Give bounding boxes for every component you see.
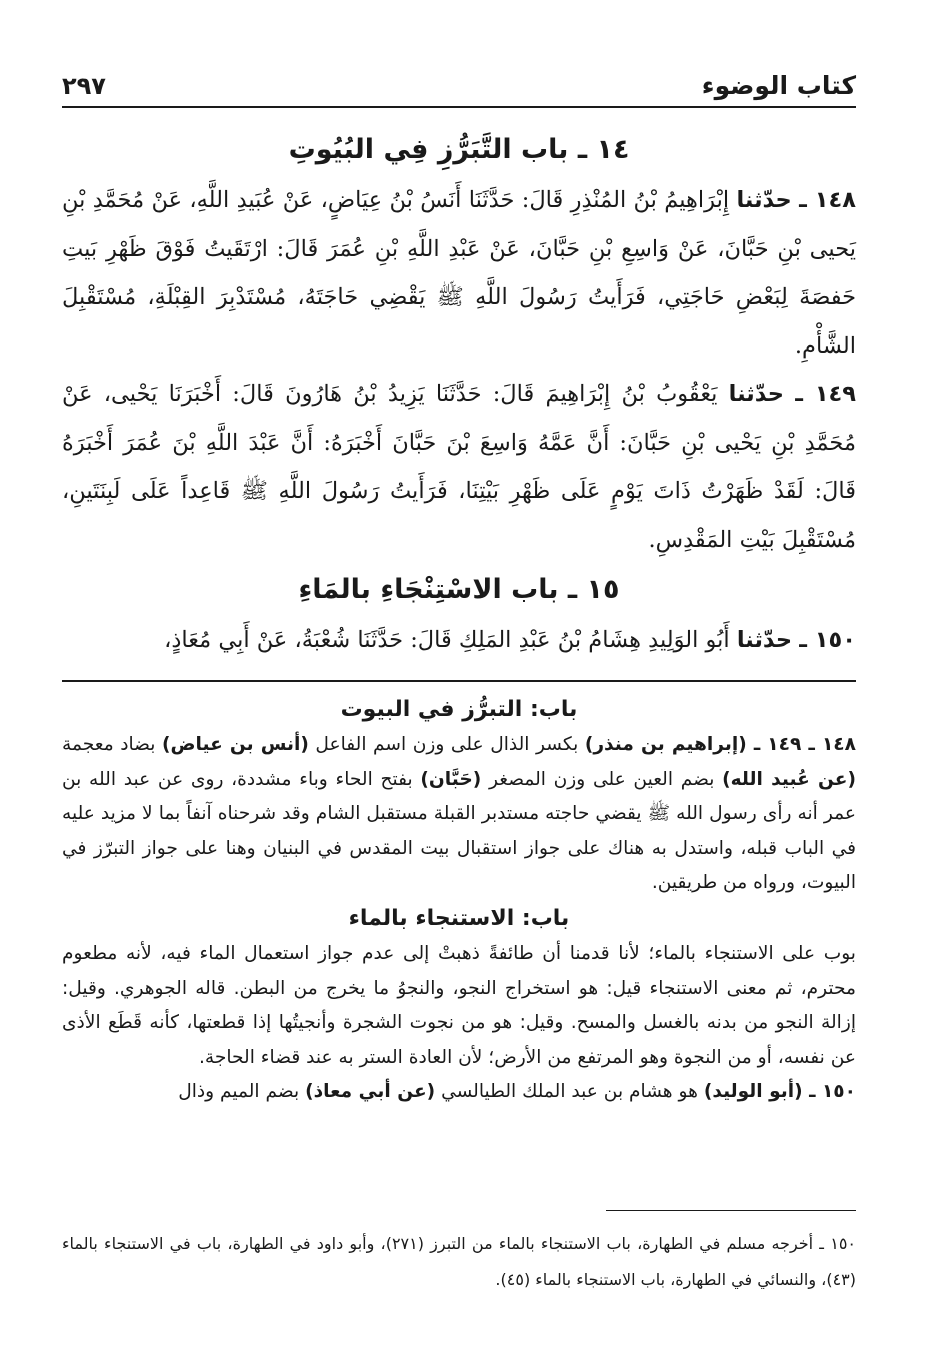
haddathana: حدّثنا [736,187,792,213]
hadith-150 [62,616,856,665]
commentary-heading-2: باب: الاستنجاء بالماء [348,905,570,931]
book-title: كتاب الوضوء [701,71,856,100]
hadith-number: ١٥٠ ـ [799,627,856,653]
commentary-text: بضاد معجمة [62,734,162,755]
footnote: ١٥٠ ـ أخرجه مسلم في الطهارة، باب الاستنجاء بالماء من التبرز (٢٧١)، وأبو داود في الطهارة، باب في الاستنجاء بالماء (٤٣)، والنسائي في الطهارة، باب الاستنجاء بالماء (٤٥). [62,1234,856,1289]
commentary-paragraph-1 [62,728,856,901]
haddathana: حدّثنا [728,381,784,407]
commentary-text: هو هشام بن عبد الملك الطيالسي [435,1081,704,1103]
narrator-name: (عن عُبيد الله) [722,768,856,790]
chapter-heading-14: ١٤ ـ باب التَّبَرُّزِ فِي البُيُوتِ [288,134,630,165]
narrator-name: (عن أبي معاذ) [305,1081,436,1103]
commentary-paragraph-2: بوب على الاستنجاء بالماء؛ لأنا قدمنا أن طائفةً ذهبتْ إلى عدم جواز استعمال الماء فيه، لأنه مطعوم محترم، ثم معنى الاستنجاء قيل: هو استخراج النجو، والنجوُ ما يخرج من البطن. قاله الجوهري. وقيل: إزالة النجو من بدنه بالغسل والمسح. وقيل: هو من نجوت الشجرة وأنجيتُها إذا قطعتها، كأنه قَطَع الأذى عن نفسه، أو من النجوة وهو المرتفع من الأرض؛ لأن العادة الستر به عند قضاء الحاجة. [62,942,856,1068]
chapter-heading-15: ١٥ ـ باب الاسْتِنْجَاءِ بالمَاءِ [298,574,620,605]
commentary-text: بضم العين على وزن المصغر [481,768,723,790]
haddathana: حدّثنا [736,627,793,653]
commentary-heading-1: باب: التبرُّز في البيوت [340,697,578,722]
commentary-lead: ١٥٠ ـ (أبو الوليد) [703,1081,856,1103]
hadith-body: أَبُو الوَلِيدِ هِشَامُ بْنُ عَبْدِ المَلِكِ قَالَ: حَدَّثَنَا شُعْبَةُ، عَنْ أَبِي مُعَاذٍ، [164,627,730,653]
hadith-body: يَعْقُوبُ بْنُ إِبْرَاهِيمَ قَالَ: حَدَّثَنَا يَزِيدُ بْنُ هَارُونَ قَالَ: أَخْبَرَنَا يَحْيى، عَنْ مُحَمَّدِ بْنِ يَحْيى بْنِ حَبَّانَ: أَنَّ عَمَّهُ وَاسِعَ بْنَ حَبَّانَ أَخْبَرَهُ: أَنَّ عَبْدَ اللَّهِ بْنَ عُمَرَ أَخْبَرَهُ قَالَ: لَقَدْ ظَهَرْتُ ذَاتَ يَوْمٍ عَلَى ظَهْرِ بَيْتِنَا، فَرَأَيتُ رَسُولَ اللَّهِ ﷺ قَاعِداً عَلَى لَبِنَتَينِ، مُسْتَقْبِلَ بَيْتِ المَقْدِسِ. [62,381,856,553]
commentary-paragraph-3 [62,1075,856,1110]
running-header [62,62,856,108]
commentary-text: بكسر الذال على وزن اسم الفاعل [308,734,585,755]
narrator-name: (حَبَّان) [420,768,482,790]
hadith-text [62,124,856,665]
page-number: ٢٩٧ [62,72,106,100]
footnote-rule [606,1210,856,1211]
hadith-number: ١٤٩ ـ [795,381,857,407]
hadith-149 [62,370,856,564]
narrator-name: (أنس بن عياض) [162,734,309,755]
commentary-lead: ١٤٨ ـ ١٤٩ ـ (إبراهيم بن منذر) [584,734,856,755]
hadith-body: إِبْرَاهِيمُ بْنُ المُنْذِرِ قَالَ: حَدَّثَنَا أَنَسُ بْنُ عِيَاضٍ، عَنْ عُبَيدِ اللَّهِ، عَنْ مُحَمَّدِ بْنِ يَحيى بْنِ حَبَّانَ، عَنْ وَاسِعِ بْنِ حَبَّانَ، عَنْ عَبْدِ اللَّهِ بْنِ عُمَرَ قَالَ: ارْتَقَيتُ فَوْقَ ظَهْرِ بَيتِ حَفصَةَ لِبَعْضِ حَاجَتِي، فَرَأَيتُ رَسُولَ اللَّهِ ﷺ يَقْضِي حَاجَتَهُ، مُسْتَدْبِرَ القِبْلَةِ، مُسْتَقْبِلَ الشَّأْمِ. [62,187,856,359]
commentary [62,692,856,1110]
hadith-number: ١٤٨ ـ [799,187,856,213]
hadith-148 [62,176,856,370]
commentary-text: بضم الميم وذال [178,1081,306,1103]
section-divider [62,680,856,682]
commentary-text: بفتح الحاء وباء مشددة، روى عن عبد الله بن عمر أنه رأى رسول الله ﷺ يقضي حاجته مستدبر القبلة مستقبل الشام وقد شرحناه آنفاً بما لا مزيد عليه في الباب قبله، واستدل به هناك على جواز استقبال بيت المقدس في البنيان وهنا على جواز التبرّز في البيوت، ورواه من طريقين. [62,768,856,894]
